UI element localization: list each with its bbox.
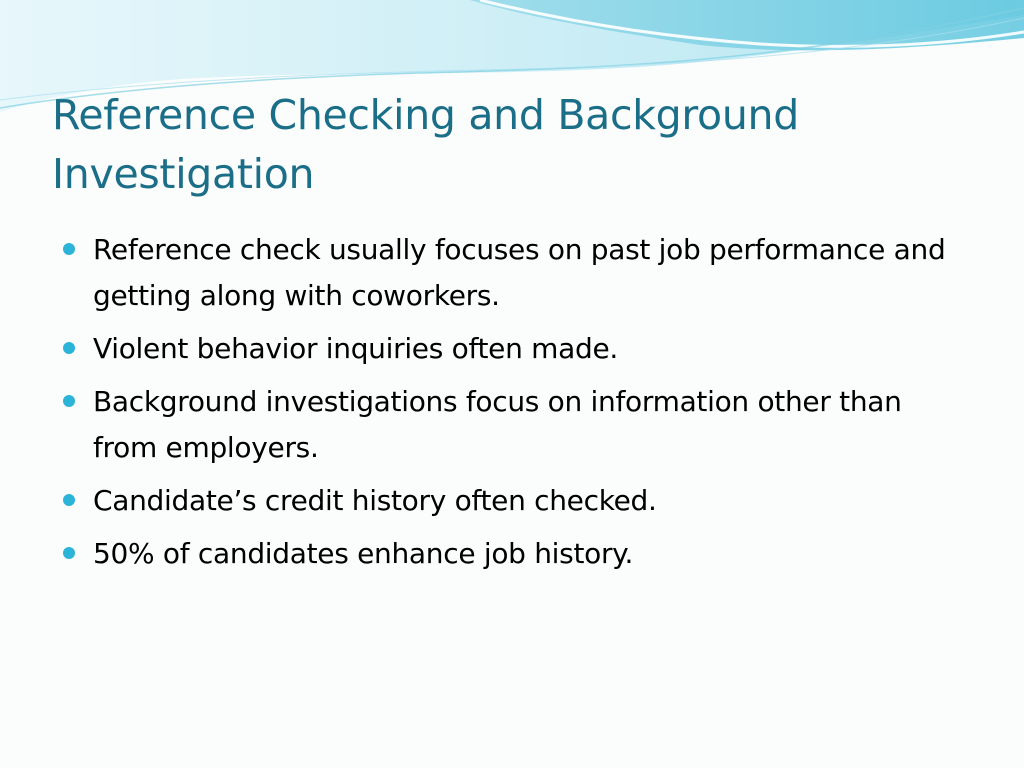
slide-title: Reference Checking and Background Investigation [52,91,799,198]
bullet-dot-icon [63,547,75,559]
bullet-item [60,379,960,471]
bullet-list [60,227,960,584]
bullet-text: Violent behavior inquiries often made. [93,332,618,365]
bullet-item [60,478,960,524]
bullet-dot-icon [63,342,75,354]
bullet-dot-icon [63,395,75,407]
bullet-item [60,227,960,319]
bullet-text: Reference check usually focuses on past job performance and getting along with coworkers. [93,233,946,312]
bullet-text: 50% of candidates enhance job history. [93,537,634,570]
bullet-text: Background investigations focus on information other than from employers. [93,385,902,464]
bullet-dot-icon [63,494,75,506]
bullet-dot-icon [63,243,75,255]
bullet-item [60,531,960,577]
bullet-text: Candidate’s credit history often checked. [93,484,657,517]
bullet-item [60,326,960,372]
